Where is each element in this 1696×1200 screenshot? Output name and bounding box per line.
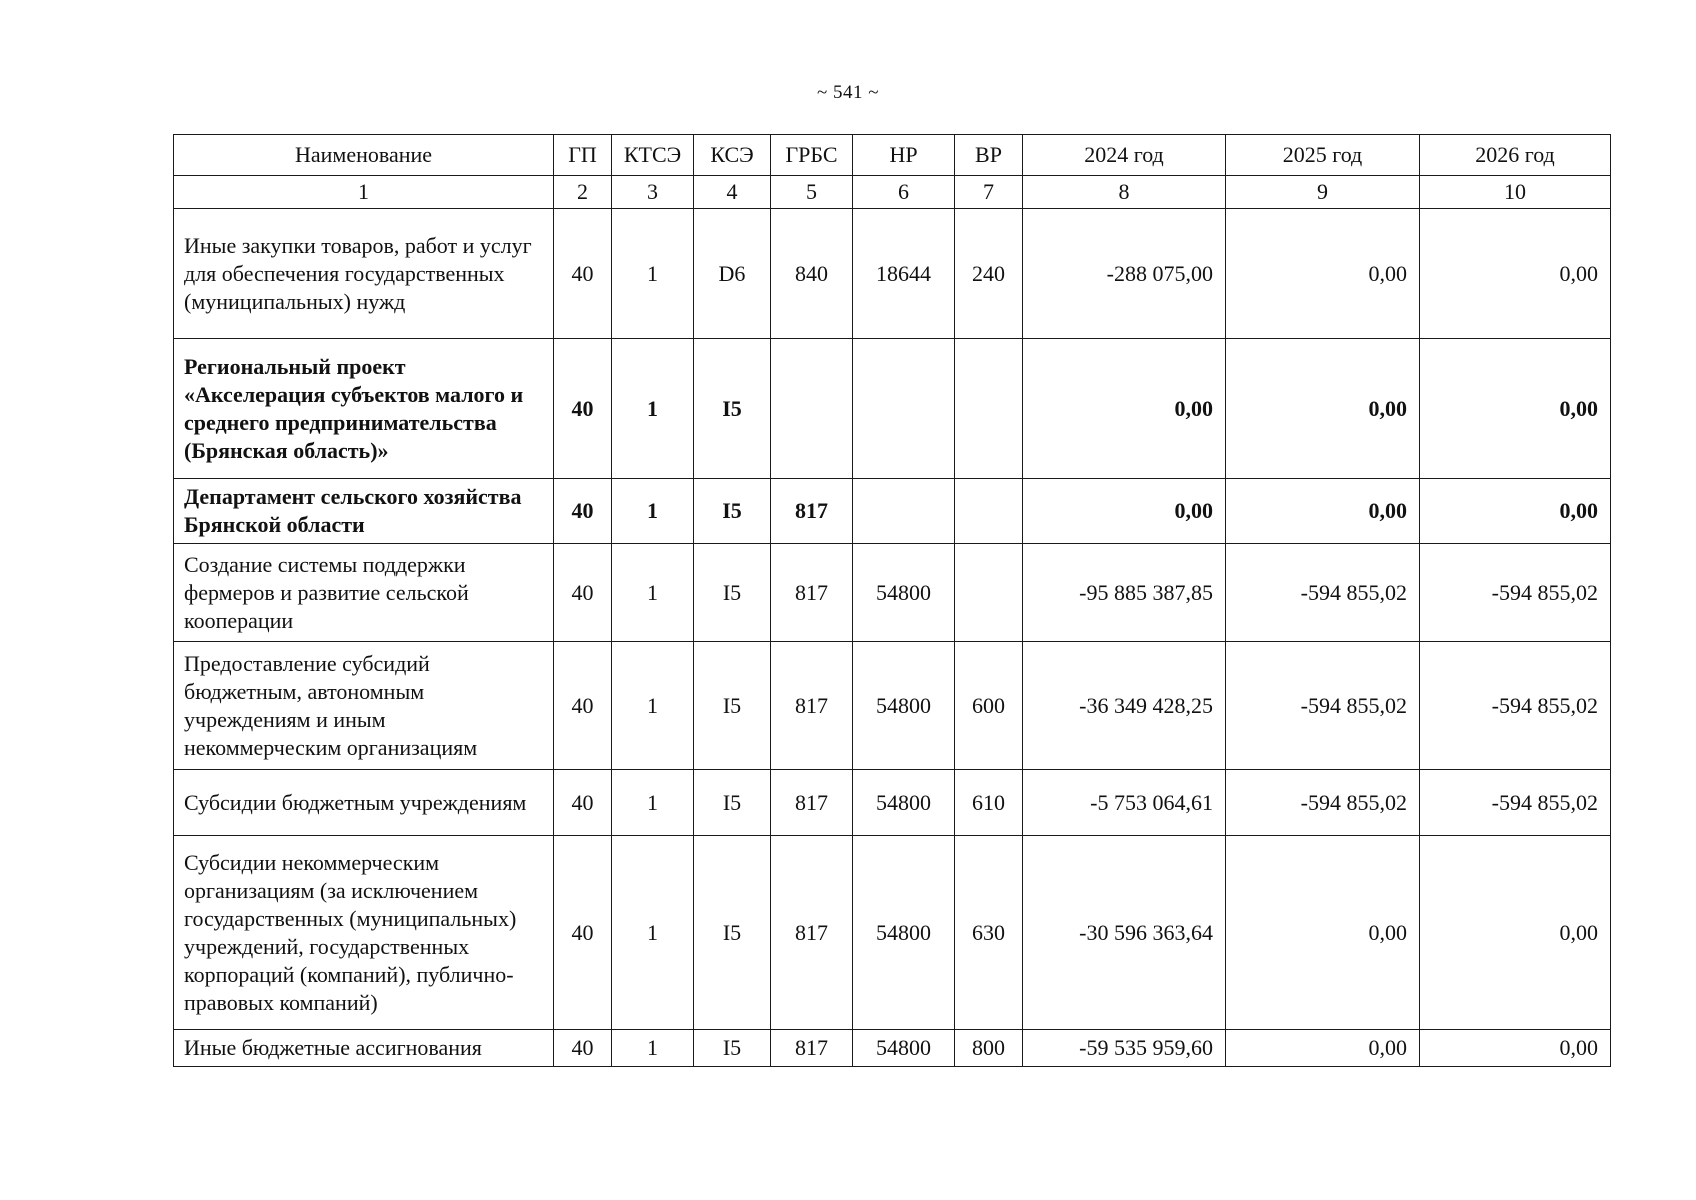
row-nr: 54800 [853, 836, 955, 1030]
row-gp: 40 [554, 836, 612, 1030]
row-kse: I5 [694, 770, 771, 836]
row-ktse: 1 [612, 339, 694, 479]
row-amount-2026: 0,00 [1420, 339, 1611, 479]
table-row [174, 836, 1611, 1030]
row-ktse: 1 [612, 209, 694, 339]
row-amount-2026: 0,00 [1420, 1030, 1611, 1067]
row-nr: 54800 [853, 642, 955, 770]
row-amount-2024: -59 535 959,60 [1023, 1030, 1226, 1067]
row-amount-2026: 0,00 [1420, 836, 1611, 1030]
row-ktse: 1 [612, 836, 694, 1030]
table-row [174, 339, 1611, 479]
row-grbs: 817 [771, 836, 853, 1030]
row-nr: 54800 [853, 544, 955, 642]
row-amount-2024: 0,00 [1023, 479, 1226, 544]
header-grbs: ГРБС [771, 135, 853, 176]
row-amount-2025: -594 855,02 [1226, 544, 1420, 642]
row-gp: 40 [554, 544, 612, 642]
row-amount-2025: 0,00 [1226, 479, 1420, 544]
row-ktse: 1 [612, 770, 694, 836]
row-vr [955, 479, 1023, 544]
row-kse: I5 [694, 339, 771, 479]
row-kse: D6 [694, 209, 771, 339]
row-amount-2024: -288 075,00 [1023, 209, 1226, 339]
column-number: 5 [771, 176, 853, 209]
row-grbs: 817 [771, 642, 853, 770]
column-number: 4 [694, 176, 771, 209]
column-number: 2 [554, 176, 612, 209]
row-vr [955, 544, 1023, 642]
page-number: ~ 541 ~ [816, 82, 880, 103]
row-name: Создание системы поддержки фермеров и развитие сельской кооперации [174, 544, 554, 642]
row-amount-2024: -36 349 428,25 [1023, 642, 1226, 770]
column-number: 1 [174, 176, 554, 209]
row-kse: I5 [694, 836, 771, 1030]
row-nr: 54800 [853, 770, 955, 836]
row-amount-2025: 0,00 [1226, 1030, 1420, 1067]
row-amount-2026: 0,00 [1420, 209, 1611, 339]
row-grbs [771, 339, 853, 479]
row-gp: 40 [554, 642, 612, 770]
table-row [174, 770, 1611, 836]
column-number: 8 [1023, 176, 1226, 209]
row-nr [853, 479, 955, 544]
row-name: Иные бюджетные ассигнования [174, 1030, 554, 1067]
table-row [174, 209, 1611, 339]
row-name: Департамент сельского хозяйства Брянской области [174, 479, 554, 544]
table-header [174, 135, 1611, 209]
row-amount-2026: -594 855,02 [1420, 544, 1611, 642]
row-vr: 240 [955, 209, 1023, 339]
row-name: Предоставление субсидий бюджетным, автономным учреждениям и иным некоммерческим организациям [174, 642, 554, 770]
row-gp: 40 [554, 1030, 612, 1067]
row-grbs: 817 [771, 1030, 853, 1067]
row-kse: I5 [694, 642, 771, 770]
row-amount-2025: -594 855,02 [1226, 770, 1420, 836]
row-amount-2025: 0,00 [1226, 339, 1420, 479]
row-grbs: 817 [771, 544, 853, 642]
row-amount-2025: 0,00 [1226, 209, 1420, 339]
row-gp: 40 [554, 209, 612, 339]
row-vr: 610 [955, 770, 1023, 836]
row-amount-2024: -30 596 363,64 [1023, 836, 1226, 1030]
table-row [174, 1030, 1611, 1067]
column-number: 7 [955, 176, 1023, 209]
header-vr: ВР [955, 135, 1023, 176]
column-number: 10 [1420, 176, 1611, 209]
row-vr [955, 339, 1023, 479]
row-vr: 800 [955, 1030, 1023, 1067]
row-amount-2026: -594 855,02 [1420, 642, 1611, 770]
row-kse: I5 [694, 479, 771, 544]
table-row [174, 642, 1611, 770]
row-kse: I5 [694, 1030, 771, 1067]
row-grbs: 817 [771, 770, 853, 836]
table-row [174, 544, 1611, 642]
row-gp: 40 [554, 339, 612, 479]
header-name: Наименование [174, 135, 554, 176]
column-number: 3 [612, 176, 694, 209]
row-gp: 40 [554, 479, 612, 544]
header-nr: НР [853, 135, 955, 176]
row-grbs: 817 [771, 479, 853, 544]
row-amount-2024: -5 753 064,61 [1023, 770, 1226, 836]
row-vr: 630 [955, 836, 1023, 1030]
row-amount-2026: 0,00 [1420, 479, 1611, 544]
row-vr: 600 [955, 642, 1023, 770]
column-number: 9 [1226, 176, 1420, 209]
row-nr: 54800 [853, 1030, 955, 1067]
budget-table [173, 134, 1611, 1067]
table-body [174, 209, 1611, 1067]
row-amount-2024: 0,00 [1023, 339, 1226, 479]
header-row [174, 135, 1611, 176]
row-amount-2025: -594 855,02 [1226, 642, 1420, 770]
header-2026: 2026 год [1420, 135, 1611, 176]
row-name: Субсидии некоммерческим организациям (за исключением государственных (муниципальных) учреждений, государственных корпораций (компаний), публично-правовых компаний) [174, 836, 554, 1030]
row-ktse: 1 [612, 1030, 694, 1067]
row-grbs: 840 [771, 209, 853, 339]
row-amount-2024: -95 885 387,85 [1023, 544, 1226, 642]
header-gp: ГП [554, 135, 612, 176]
row-name: Иные закупки товаров, работ и услуг для обеспечения государственных (муниципальных) нужд [174, 209, 554, 339]
column-number: 6 [853, 176, 955, 209]
row-kse: I5 [694, 544, 771, 642]
row-ktse: 1 [612, 642, 694, 770]
row-amount-2026: -594 855,02 [1420, 770, 1611, 836]
row-nr: 18644 [853, 209, 955, 339]
row-amount-2025: 0,00 [1226, 836, 1420, 1030]
table-row [174, 479, 1611, 544]
header-ktse: КТСЭ [612, 135, 694, 176]
row-ktse: 1 [612, 544, 694, 642]
header-2024: 2024 год [1023, 135, 1226, 176]
row-gp: 40 [554, 770, 612, 836]
row-name: Региональный проект «Акселерация субъектов малого и среднего предпринимательства (Брянская область)» [174, 339, 554, 479]
header-2025: 2025 год [1226, 135, 1420, 176]
row-nr [853, 339, 955, 479]
header-kse: КСЭ [694, 135, 771, 176]
row-name: Субсидии бюджетным учреждениям [174, 770, 554, 836]
column-number-row [174, 176, 1611, 209]
row-ktse: 1 [612, 479, 694, 544]
